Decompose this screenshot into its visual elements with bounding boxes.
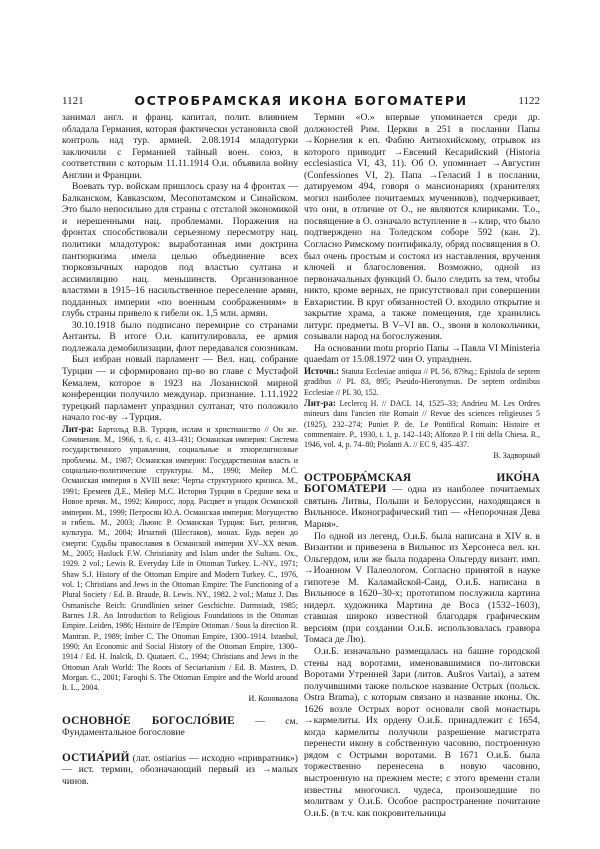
page-number-right: 1122 [518,95,540,107]
entry-text: (лат. ostiarius — исходно «привратник») — ист. термин, обозначающий первый из →малых чинов. [62,752,298,787]
paragraph: По одной из легенд, О.и.Б. была написана в XIV в. в Византии и привезена в Вильнюс из Херсонеса вел. кн. Ольгердом, или же была подарена Ольгерду визант. имп. →Иоанном V Палеологом. Согласно принятой в науке гипотезе М. Каламайской-Саид, О.и.Б. написана в Вильнюсе в 1620–30-х; прототипом послужила картина нидерл. художника Мартина де Воса (1532–1603), ставшая широко известной благодаря графическим версиям (при создании О.и.Б. использовалась гравюра Томаса де Лю). [304,530,540,646]
entry-text: — см. Фундаментальное богословие [62,715,298,739]
paragraph: Был избран новый парламент — Вел. нац. собрание Турции — и сформировано пр-во во главе с Мустафой Кемалем, которое в 1923 на Лозаннской мирной конференции получило междунар. признание. 1.11.1922 турецкий парламент упразднил султанат, что положило начало гос-ву →Турция. [62,354,298,424]
paragraph: 30.10.1918 было подписано перемирие со странами Антанты. В итоге О.и. капитулировала, ее армия подлежала демобилизации, флот передавался союзникам. [62,319,298,354]
entry-headword: ОСНОВНО́Е БОГОСЛО́ВИЕ [62,714,235,727]
literature [62,424,298,694]
sources-label: Источн.: [304,366,340,377]
page-number-left: 1121 [62,95,84,107]
sources [304,366,540,398]
paragraph: Воевать тур. войскам пришлось сразу на 4 фронтах — Балканском, Кавказском, Месопотамском и Синайском. Это было непосильно для страны с отсталой экономикой и нерешенными нац. проблемами. Поражения на фронтах способствовали серьезному пересмотру нац. политики младотурок: выработанная ими доктрина пантюркизма имела целью объединение всех тюркоязычных народов под властью султана и ассимиляцию нац. меньшинств. Организованное властями в 1915–16 насильственное переселение армян, подданных империи «по военным соображениям» в глубь страны привело к гибели ок. 1,5 млн. армян. [62,181,298,320]
paragraph: О.и.Б. изначально размещалась на башне городской стены над воротами, именовавшимися по-литовски Воротами Утренней Зари (литов. Aušros Vartai), а затем получившими также польское название Острых (польск. Ostra Brama), с которым связано и название иконы. Ок. 1626 возле Острых ворот основали свой монастырь →кармелиты. Их ордену О.и.Б. принадлежит с 1654, когда кармелиты получили разрешение магистрата перенести икону в собственную часовню, построенную рядом с Острыми воротами. В 1671 О.и.Б. была торжественно перенесена в новую часовню, выстроенную на прежнем месте; с этого времени стали известны многочисл. чудеса, произошедшие по молитвам у О.и.Б. Особое распространение почитание О.и.Б. (в т.ч. как покровительницы [304,645,540,819]
literature [304,398,540,451]
paragraph: занимал англ. и франц. капитал, полит. влиянием обладала Германия, которая фактически установила свой контроль над тур. армией. 2.08.1914 младотурки заключили с Германией тайный воен. союз, в соответствии с которым 11.11.1914 О.и. объявила войну Англии и Франции. [62,112,298,181]
literature-text: Leclercq H. // DACL 14, 1525–33; Andrieu M. Les Ordres mineurs dans l'ancien rite Romain // Revue des sciences religieuses 5 (1925), 232–274; Puniet P. de. Le Pontifical Romain: Histoire et commentaire. P., 1930, t. 1, p. 142–143; Alfonzo P. I riti della Chiesa. R., 1946, vol. 4, p. 74–80; Piolanti A. // EC 9, 435–437. [304,399,540,450]
entry-osnovnoe-bogoslovie [62,716,298,739]
right-column [304,112,540,819]
entry-headword: ОСТИА́РИЙ [62,751,130,764]
entry-text: — одна из наиболее почитаемых святынь Литвы, Польши и Белоруссии, находящаяся в Вильнюсе. Иконографический тип — «Непорочная Дева Мария». [304,484,540,530]
author-signature: В. Задворный [493,450,540,460]
paragraph: На основании motu proprio Папы →Павла VI Ministeria quaedam от 15.08.1972 чин О. упразднен. [304,342,540,366]
sources-text: Statuta Ecclesiae antiqua // PL 56, 879sq.; Epistola de septem gradibus // PL 83, 895; Pseudo-Hieronymus. De septem ordinibus Ecclesiae // PL 30, 152. [304,367,540,397]
author-signature: И. Коновалова [248,693,298,703]
entry-ostrobramskaya-ikona [304,473,540,531]
paragraph: Термин «О.» впервые упоминается среди др. должностей Рим. Церкви в 251 в послании Папы →Корнелия к еп. Фабию Антиохийскому, отрывок из которого приводит →Евсевий Кесарийский (Historia ecclesiastica VI, 43, 11). Об О. упоминает →Августин (Confessiones VI, 2). Папа →Геласий I в послании, датируемом 494, говоря о мансионариях (хранителях могил наиболее почитаемых мучеников), подчеркивает, что они, в отличие от О., не являются клириками. Т.о., посвящение в О. означало вступление в →клир, что было подтверждено на Толедском соборе 592 (кан. 2). Согласно Римскому понтификалу, обряд посвящения в О. был очень простым и состоял из наставления, вручения ключей и благословения. Возможно, одной из первоначальных функций О. было следить за тем, чтобы никто, кроме верных, не присутствовал при совершении Евхаристии. В круг обязанностей О. входило открытие и закрытие храма, а также помещения, где хранились литург. предметы. В V–VI вв. О., звоня в колокольчики, созывали народ на богослужения. [304,112,540,343]
entry-ostiariy [62,753,298,788]
entry-headword: ОСТРОБРА́МСКАЯ ИКО́НА БОГОМА́ТЕРИ [304,471,540,496]
left-column [62,112,298,787]
literature-text: Бартольд В.В. Турция, ислам и христианство // Он же. Сочинения. М., 1966, т. 6, с. 413–431; Османская империя: Система государственного управления, социальные и этнорелигиозные проблемы. М., 1987; Османская империя: Государственная власть и социально-политические структуры. М., 1990; Мейер М.С. Османская империя в XVIII веке: Черты структурного кризиса. М., 1991; Еремеев Д.Е., Мейер М.С. История Турции в Средние века и Новое время. М., 1992; Кинросс, лорд. Расцвет и упадок Османской империи. М., 1999; Петросян Ю.А. Османская империя: Могущество и гибель. М., 2003; Льюис Р. Османская Турция: Быт, религия, культура. М., 2004; Игнатий (Шестаков), монах. Будь верен до смерти: Судьбы православия в Османской империи XV–XX веков. М., 2005; Hasluck F.W. Christianity and Islam under the Sultans. Ox., 1929. 2 vol.; Lewis R. Everyday Life in Ottoman Turkey. L.-NY., 1971; Shaw S.J. History of the Ottoman Empire and Modern Turkey. C., 1976, vol. 1; Christians and Jews in the Ottoman Empire: The Functioning of a Plural Society / Ed. B. Braude, B. Lewis. NY., 1982. 2 vol.; Matuz J. Das Osmanische Reich: Grundlinien seiner Geschichte. Darmstadt, 1985; Barnes J.R. An Introduction to Religious Foundations in the Ottoman Empire. Leiden, 1986; Histoire de l'Empire Ottoman / Sous la direction R. Mantran. P., 1989; Imber C. The Ottoman Empire, 1300–1914. Istanbul, 1990; An Economic and Social History of the Ottoman Empire, 1300–1914 / Ed. H. Inalcik, D. Quataert. C., 1994; Christians and Jews in the Ottoman Arab World: The Roots of Sectarianism / Ed. B. Masters, D. Morgan. C., 2001; Faroqhi S. The Ottoman Empire and the World around It. L., 2004. [62,424,298,693]
literature-label: Лит-ра: [304,398,336,409]
running-title: ОСТРОБРАМСКАЯ ИКОНА БОГОМАТЕРИ [134,93,468,108]
running-header [62,93,540,109]
literature-label: Лит-ра: [62,423,94,434]
